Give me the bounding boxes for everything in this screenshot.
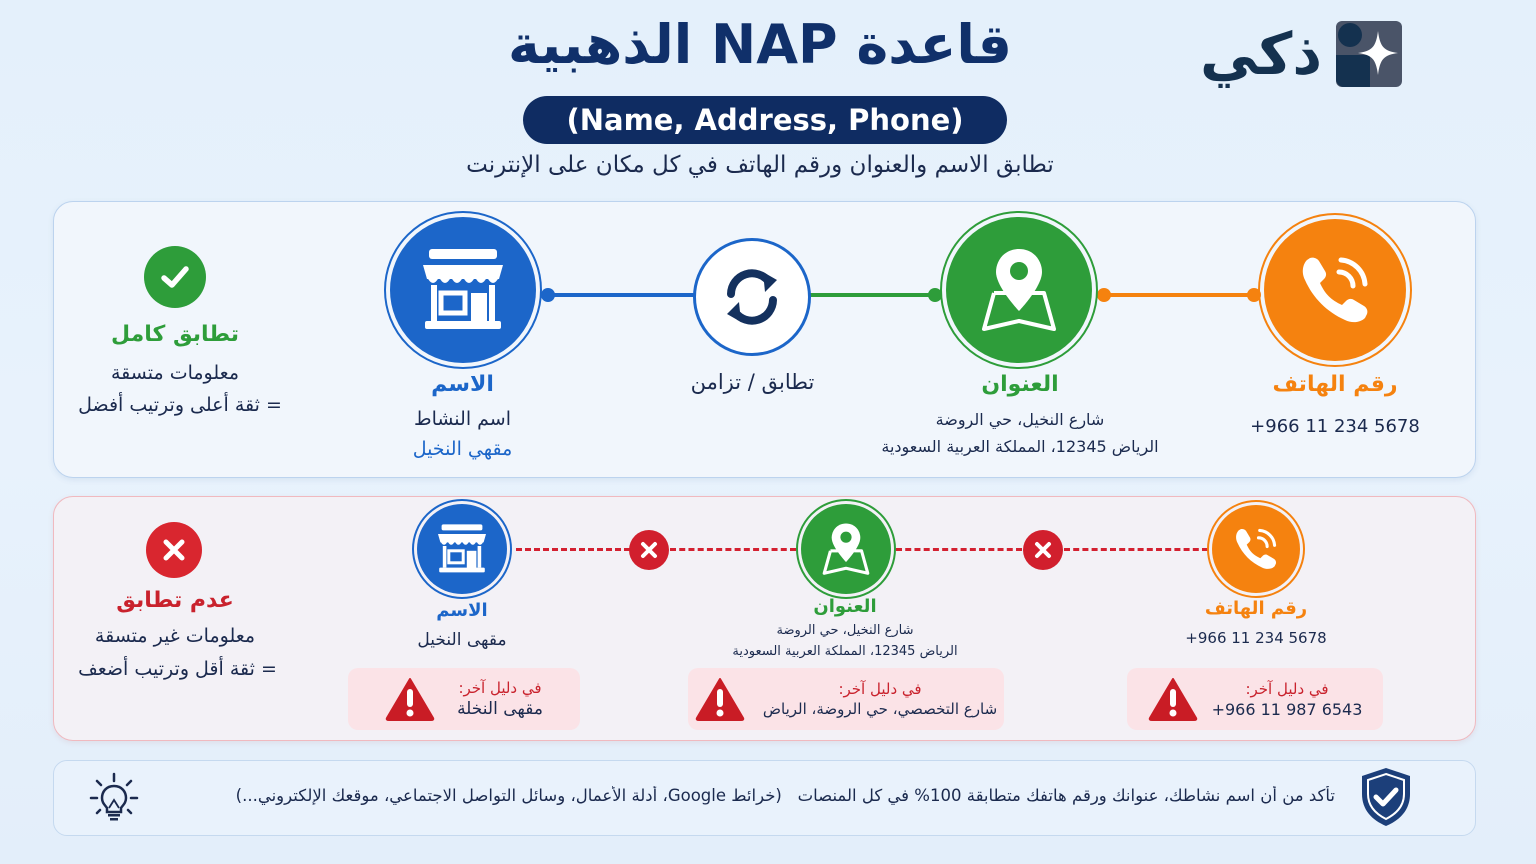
warning-heading: في دليل آخر: (838, 680, 922, 698)
brand-logo (1200, 18, 1455, 90)
mismatch-address-node (796, 499, 896, 599)
connector-address-phone (1104, 293, 1254, 297)
mismatch-name-node (412, 499, 512, 599)
phone-title: رقم الهاتف (1272, 372, 1398, 397)
match-status-title: تطابق كامل (110, 322, 239, 347)
match-status-line1: معلومات متسقة (111, 362, 239, 384)
warning-heading: في دليل آخر: (1245, 679, 1329, 698)
nap-pill: (Name, Address, Phone) (523, 96, 1007, 144)
tip-text: تأكد من أن اسم نشاطك، عنوانك ورقم هاتفك متطابقة 100% في كل المنصات (خرائط Google، أدلة الأعمال، وسائل التواصل الاجتماعي، موقعك الإلكتروني...) (235, 786, 1335, 805)
sync-icon (693, 238, 811, 356)
address-line1: شارع النخيل، حي الروضة (935, 410, 1105, 429)
map-pin-icon (801, 504, 891, 594)
broken-connector (1064, 548, 1208, 551)
phone-icon (1264, 219, 1406, 361)
broken-connector (670, 548, 796, 551)
mismatch-phone-node (1207, 500, 1305, 598)
mismatch-phone-title: رقم الهاتف (1204, 598, 1308, 619)
mismatch-address-line1: شارع النخيل، حي الروضة (776, 623, 914, 638)
phone-node (1258, 213, 1412, 367)
connector-name-sync (548, 293, 698, 297)
sync-title: تطابق / تزامن (690, 370, 815, 394)
mismatch-x-icon (629, 530, 669, 570)
mismatch-status-line2: = ثقة أقل وترتيب أضعف (78, 658, 277, 680)
broken-connector (516, 548, 630, 551)
phone-value: +966 11 234 5678 (1250, 416, 1420, 437)
page-subtitle: تطابق الاسم والعنوان ورقم الهاتف في كل مكان على الإنترنت (466, 152, 1054, 178)
mismatch-phone-value: +966 11 234 5678 (1185, 629, 1327, 647)
connector-dot (541, 288, 555, 302)
mismatch-status-title: عدم تطابق (116, 588, 234, 613)
name-title: الاسم (431, 372, 494, 397)
warning-icon (385, 677, 435, 721)
mismatch-address-title: العنوان (813, 596, 877, 617)
warning-value: مقهى النخلة (457, 699, 543, 719)
connector-dot (1097, 288, 1111, 302)
page-title: قاعدة NAP الذهبية (507, 13, 1013, 76)
sparkle-logo-icon (1336, 21, 1402, 87)
logo-text: ذكي (1200, 20, 1323, 88)
name-value: مقهي النخيل (412, 438, 513, 460)
warning-box-phone (1127, 668, 1383, 730)
mismatch-name-title: الاسم (436, 600, 488, 621)
warning-box-name (348, 668, 580, 730)
lightbulb-icon (88, 772, 140, 824)
warning-box-address (688, 668, 1004, 730)
mismatch-status-line1: معلومات غير متسقة (94, 625, 256, 647)
warning-value: شارع التخصصي، حي الروضة، الرياض (762, 700, 998, 718)
address-title: العنوان (981, 372, 1059, 397)
name-node (384, 211, 542, 369)
store-icon (390, 217, 536, 363)
address-node (940, 211, 1098, 369)
warning-heading: في دليل آخر: (458, 679, 542, 697)
broken-connector (896, 548, 1022, 551)
mismatch-name-value: مقهى النخيل (417, 630, 507, 650)
map-pin-icon (946, 217, 1092, 363)
warning-icon (695, 677, 745, 721)
mismatch-x-icon (1023, 530, 1063, 570)
phone-icon (1212, 505, 1300, 593)
warning-value: +966 11 987 6543 (1211, 699, 1363, 719)
connector-sync-address (810, 293, 936, 297)
x-icon (146, 522, 202, 578)
store-icon (417, 504, 507, 594)
mismatch-address-line2: الرياض 12345، المملكة العربية السعودية (732, 644, 958, 659)
warning-icon (1148, 677, 1198, 721)
shield-check-icon (1358, 766, 1414, 828)
check-icon (144, 246, 206, 308)
match-status-line2: = ثقة أعلى وترتيب أفضل (78, 394, 282, 416)
address-line2: الرياض 12345، المملكة العربية السعودية (881, 437, 1159, 456)
name-label: اسم النشاط (414, 408, 511, 430)
